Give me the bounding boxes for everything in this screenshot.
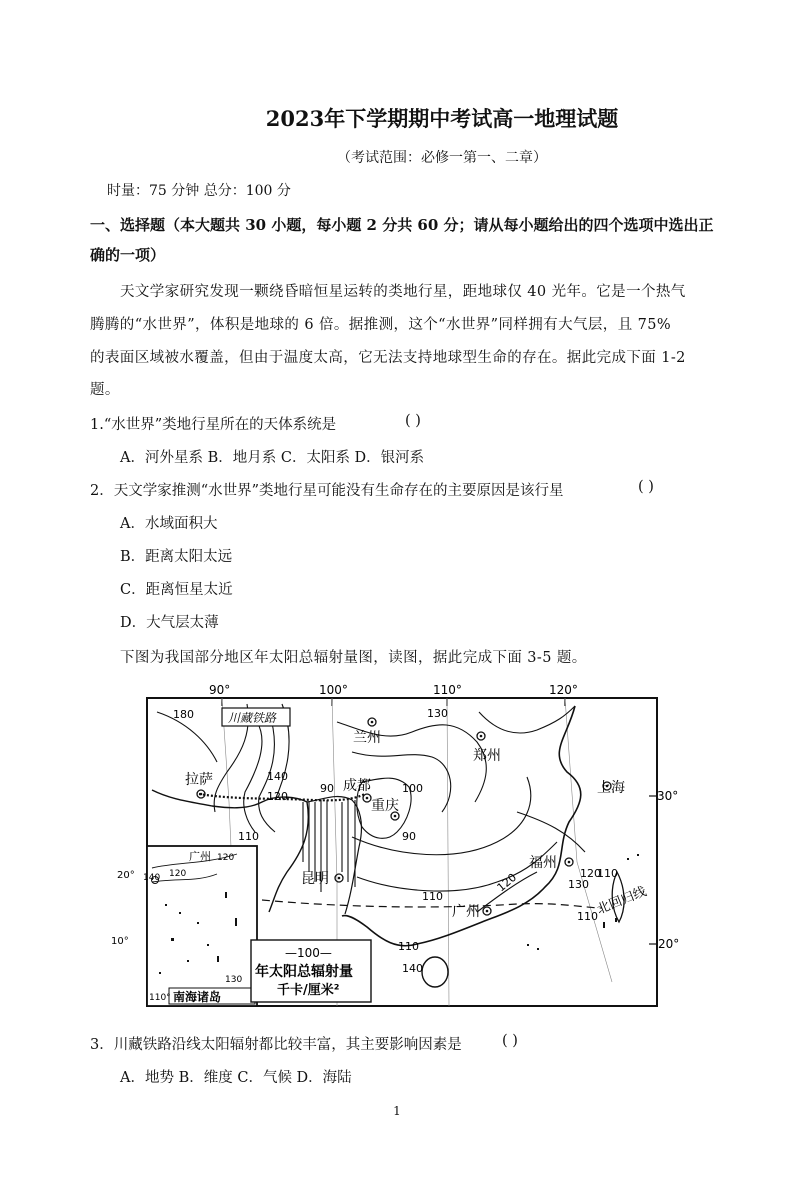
q2-stem: 2．天文学家推测“水世界”类地行星可能没有生命存在的主要原因是该行星 bbox=[90, 483, 564, 499]
city-lhasa: 拉萨 bbox=[185, 772, 213, 788]
svg-text:130: 130 bbox=[225, 975, 243, 985]
exam-meta: 时量：75 分钟 总分：100 分 bbox=[107, 183, 291, 199]
svg-text:110: 110 bbox=[422, 890, 443, 903]
railway-label: 川藏铁路 bbox=[228, 711, 277, 725]
q3-options: A．地势 B．维度 C．气候 D．海陆 bbox=[120, 1070, 352, 1086]
lat-label-30: 30° bbox=[657, 789, 679, 803]
legend-sample-line: —100— bbox=[285, 946, 332, 960]
svg-text:100: 100 bbox=[402, 782, 423, 795]
city-lanzhou: 兰州 bbox=[353, 730, 381, 746]
q2-option-b: B．距离太阳太远 bbox=[120, 549, 233, 565]
inset-caption: 南海诸岛 bbox=[173, 990, 222, 1004]
exam-scope: （考试范围：必修一第一、二章） bbox=[337, 150, 547, 166]
lon-label-110: 110° bbox=[433, 683, 462, 697]
svg-text:120: 120 bbox=[494, 870, 520, 895]
city-shanghai: 上海 bbox=[597, 780, 625, 796]
passage1-line3: 的表面区域被水覆盖，但由于温度太高，它无法支持地球型生命的存在。据此完成下面 1-2 bbox=[90, 350, 686, 366]
hainan-island bbox=[422, 957, 448, 987]
q2-answer-paren: ( ) bbox=[638, 479, 654, 495]
lon-label-120: 120° bbox=[549, 683, 578, 697]
q2-option-d: D．大气层太薄 bbox=[120, 615, 219, 631]
svg-text:110: 110 bbox=[238, 830, 259, 843]
svg-text:120: 120 bbox=[580, 867, 601, 880]
inset-city-guangzhou: 广州 bbox=[189, 850, 211, 863]
svg-text:130: 130 bbox=[568, 878, 589, 891]
q2-option-c: C．距离恒星太近 bbox=[120, 582, 233, 598]
svg-text:120: 120 bbox=[267, 790, 288, 803]
svg-text:90: 90 bbox=[320, 782, 334, 795]
lat-label-20: 20° bbox=[658, 937, 680, 951]
svg-text:140: 140 bbox=[143, 873, 161, 883]
svg-text:130: 130 bbox=[427, 707, 448, 720]
passage1-line4: 题。 bbox=[90, 382, 120, 398]
svg-text:110: 110 bbox=[398, 940, 419, 953]
city-fuzhou: 福州 bbox=[529, 855, 557, 871]
passage2-text: 下图为我国部分地区年太阳总辐射量图，读图，据此完成下面 3-5 题。 bbox=[120, 650, 587, 666]
lon-label-90: 90° bbox=[209, 683, 231, 697]
map-legend bbox=[251, 940, 371, 1002]
svg-text:140: 140 bbox=[267, 770, 288, 783]
svg-text:180: 180 bbox=[173, 708, 194, 721]
svg-text:110: 110 bbox=[577, 910, 598, 923]
tropic-label: 北回归线 bbox=[594, 884, 649, 918]
city-chongqing: 重庆 bbox=[371, 798, 399, 814]
svg-text:120: 120 bbox=[169, 869, 187, 879]
q1-answer-paren: ( ) bbox=[405, 413, 421, 429]
passage1-line1: 天文学家研究发现一颗绕昏暗恒星运转的类地行星，距地球仅 40 光年。它是一个热气 bbox=[120, 284, 686, 300]
q1-options: A．河外星系 B．地月系 C．太阳系 D．银河系 bbox=[120, 450, 425, 466]
south-china-sea-inset bbox=[111, 846, 257, 1006]
legend-title: 年太阳总辐射量 bbox=[255, 964, 353, 980]
inset-lat-10: 10° bbox=[111, 936, 129, 947]
q2-option-a: A．水域面积大 bbox=[120, 516, 218, 532]
city-zhengzhou: 郑州 bbox=[473, 748, 501, 764]
map-svg bbox=[97, 682, 685, 1012]
exam-title: 2023年下学期期中考试高一地理试题 bbox=[265, 106, 619, 131]
lon-label-100: 100° bbox=[319, 683, 348, 697]
inset-lon-110: 110° bbox=[149, 993, 171, 1003]
page-number: 1 bbox=[393, 1104, 401, 1118]
svg-text:90: 90 bbox=[402, 830, 416, 843]
city-chengdu: 成都 bbox=[343, 778, 371, 794]
q3-stem: 3．川藏铁路沿线太阳辐射都比较丰富，其主要影响因素是 bbox=[90, 1037, 462, 1053]
city-kunming: 昆明 bbox=[301, 871, 329, 887]
city-guangzhou: 广州 bbox=[452, 904, 480, 920]
svg-text:140: 140 bbox=[402, 962, 423, 975]
passage1-line2: 腾腾的“水世界”，体积是地球的 6 倍。据推测，这个“水世界”同样拥有大气层，且 75% bbox=[90, 317, 672, 333]
q3-answer-paren: ( ) bbox=[502, 1033, 518, 1049]
legend-unit: 千卡/厘米² bbox=[277, 983, 340, 998]
svg-text:120: 120 bbox=[217, 853, 235, 863]
section-heading-line2: 确的一项） bbox=[90, 246, 166, 264]
q1-stem: 1.“水世界”类地行星所在的天体系统是 bbox=[90, 417, 337, 433]
section-heading-line1: 一、选择题（本大题共 30 小题，每小题 2 分共 60 分；请从每小题给出的四个选项中选出正 bbox=[90, 216, 714, 234]
svg-text:110: 110 bbox=[597, 867, 618, 880]
inset-lat-20: 20° bbox=[117, 870, 135, 881]
solar-radiation-map bbox=[97, 682, 685, 1012]
